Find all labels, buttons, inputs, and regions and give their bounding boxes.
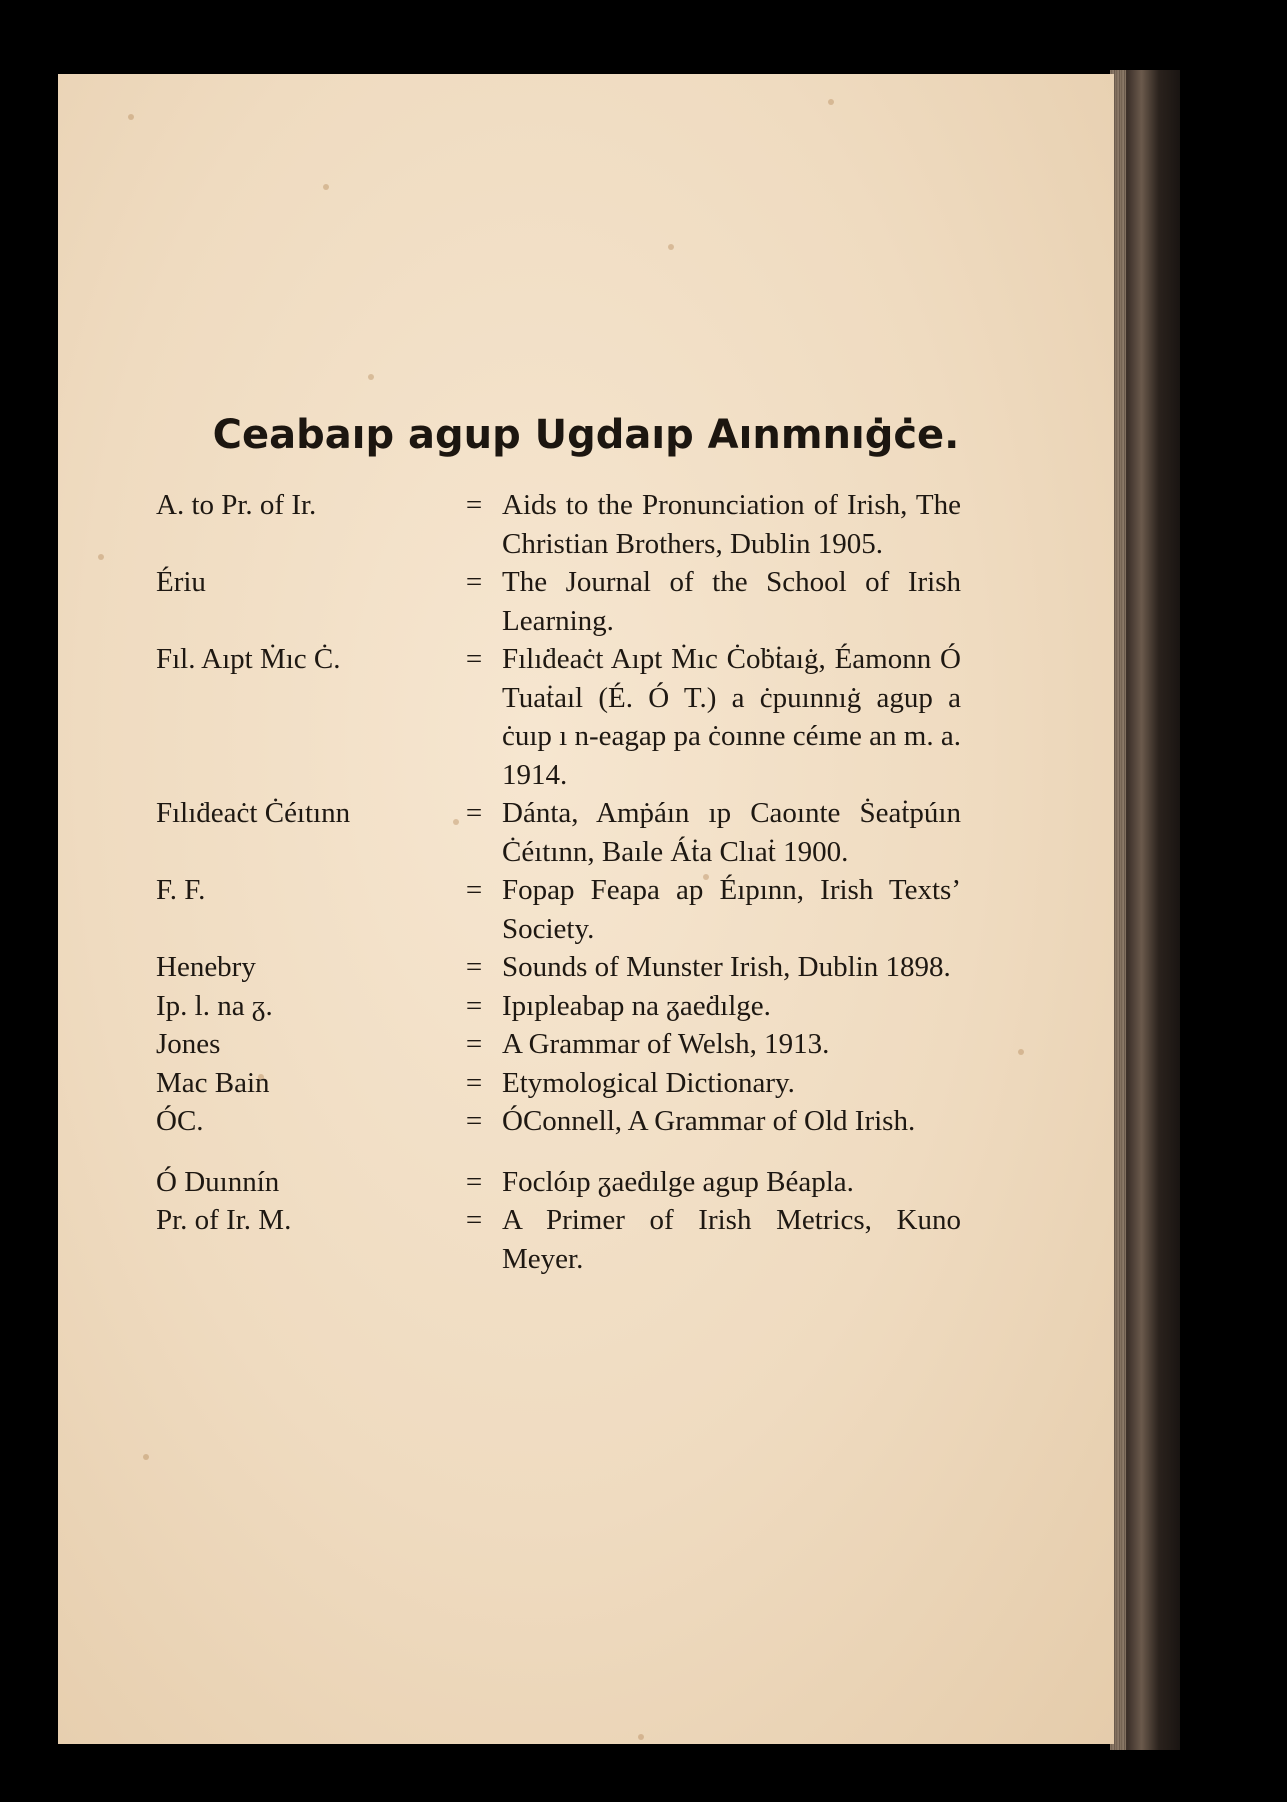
entry-abbreviation: Mac Bain bbox=[156, 1066, 270, 1099]
list-item bbox=[156, 563, 971, 640]
entry-description: Etymological Dictionary. bbox=[502, 1066, 795, 1099]
list-item bbox=[156, 948, 971, 987]
entry-separator: = bbox=[465, 1105, 483, 1137]
entry-abbreviation: Fıl. Aıpt Ṁıc Ċ. bbox=[156, 643, 341, 675]
list-item bbox=[156, 640, 971, 794]
entry-abbreviation: Jones bbox=[156, 1028, 221, 1060]
entry-abbreviation: Ériu bbox=[156, 566, 206, 598]
entry-abbreviation: Fılıḋeaċt Ċéıtınn bbox=[156, 797, 351, 829]
entry-description: Dánta, Amṗáın ıp Caoınte Ṡeaṫpúın Ċéıtınn, Baıle Áṫa Clıaṫ 1900. bbox=[502, 797, 961, 868]
page-title: Ceabaıp agup Ugdaıp Aınmnıġċe. bbox=[212, 412, 960, 458]
bleed-through-text bbox=[919, 319, 929, 357]
entry-abbreviation: Henebry bbox=[156, 951, 256, 983]
entry-separator: = bbox=[465, 951, 483, 983]
abbreviations-list bbox=[156, 486, 971, 1278]
entry-description: A Primer of Irish Metrics, Kuno Meyer. bbox=[502, 1204, 961, 1275]
entry-separator: = bbox=[465, 989, 483, 1022]
entry-separator: = bbox=[465, 874, 483, 906]
list-item bbox=[156, 1064, 971, 1103]
entry-description: Sounds of Munster Irish, Dublin 1898. bbox=[502, 951, 951, 983]
entry-description: The Journal of the School of Irish Learning. bbox=[502, 566, 961, 637]
entry-separator: = bbox=[465, 489, 483, 521]
list-item bbox=[156, 794, 971, 871]
book-fore-edge bbox=[1110, 70, 1180, 1750]
entry-description: A Grammar of Welsh, 1913. bbox=[502, 1028, 830, 1060]
entry-abbreviation: Pr. of Ir. M. bbox=[156, 1204, 292, 1236]
entry-separator: = bbox=[465, 1066, 483, 1099]
list-item bbox=[156, 1163, 971, 1202]
entry-separator: = bbox=[465, 643, 483, 675]
list-item bbox=[156, 1102, 971, 1141]
entry-separator: = bbox=[465, 1165, 483, 1198]
entry-separator: = bbox=[465, 566, 483, 598]
list-item bbox=[156, 871, 971, 948]
entry-abbreviation: A. to Pr. of Ir. bbox=[156, 489, 317, 521]
entry-abbreviation: ÓC. bbox=[156, 1105, 204, 1137]
entry-abbreviation: Ip. l. na ᵹ. bbox=[156, 989, 273, 1022]
entry-separator: = bbox=[465, 797, 483, 829]
entry-description: Foclóıp ᵹaeḋılge agup Béapla. bbox=[502, 1165, 854, 1198]
entry-description: Ipıpleabap na ᵹaeḋılge. bbox=[502, 989, 771, 1022]
book-page bbox=[58, 74, 1114, 1744]
entry-description: ÓConnell, A Grammar of Old Irish. bbox=[502, 1105, 916, 1137]
list-item bbox=[156, 1025, 971, 1064]
list-item bbox=[156, 987, 971, 1026]
entry-description: Fılıḋeaċt Aıpt Ṁıc Ċoḃṫaıġ, Éamonn Ó Tuaṫaıl (É. Ó T.) a ċpuınnıġ agup a ċuıp ı n-eagap pa ċoınne céıme an m. a. 1914. bbox=[502, 643, 961, 791]
entry-abbreviation: F. F. bbox=[156, 874, 206, 906]
list-item bbox=[156, 486, 971, 563]
entry-separator: = bbox=[465, 1204, 483, 1236]
entry-separator: = bbox=[465, 1028, 483, 1060]
entry-description: Fopap Feapa ap Éıpınn, Irish Texts’ Society. bbox=[502, 874, 961, 945]
list-item bbox=[156, 1201, 971, 1278]
entry-description: Aids to the Pronunciation of Irish, The Christian Brothers, Dublin 1905. bbox=[502, 489, 961, 560]
entry-abbreviation: Ó Duınnín bbox=[156, 1165, 280, 1198]
